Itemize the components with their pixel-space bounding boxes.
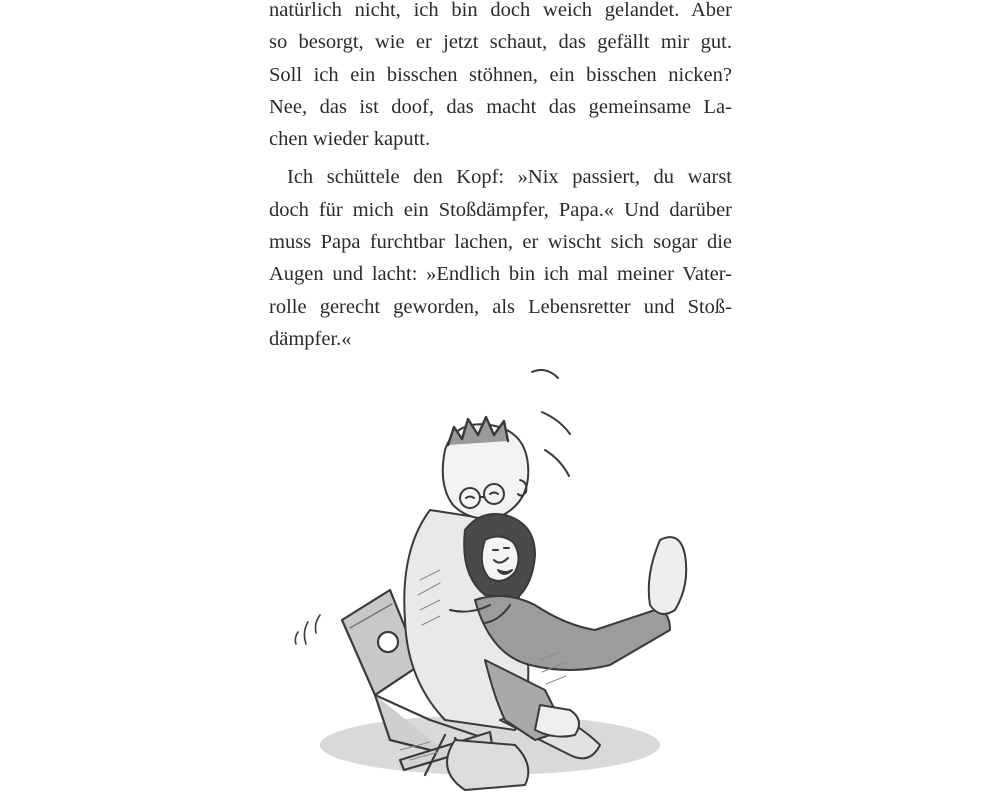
motion-line [542,412,570,434]
book-text [269,0,732,355]
paragraph-2 [269,161,732,355]
motion-line [304,622,308,644]
motion-line [316,615,321,633]
text-line: so besorgt, wie er jetzt schaut, das gefällt mir gut. [269,31,732,54]
motion-line [545,450,569,476]
father-and-daughter-fallen-chair-illustration [280,360,740,800]
paragraph-1 [269,0,732,155]
text-line: rolle gerecht geworden, als Lebensretter und Stoß- [269,295,732,318]
text-line: Ich schüttele den Kopf: »Nix passiert, du warst [287,166,732,189]
sketch-drawing [280,360,740,800]
text-line: muss Papa furchtbar lachen, er wischt sich sogar die [269,231,732,254]
text-line: chen wieder kaputt. [269,128,431,151]
text-line: natürlich nicht, ich bin doch weich gelandet. Aber [269,0,732,21]
text-line: Augen und lacht: »Endlich bin ich mal meiner Vater- [269,263,732,286]
text-line: Soll ich ein bisschen stöhnen, ein bisschen nicken? [269,63,732,86]
motion-line [532,370,558,378]
text-line: Nee, das ist doof, das macht das gemeinsame La- [269,95,732,118]
text-line: dämpfer.« [269,327,352,350]
motion-line [295,632,298,644]
text-line: doch für mich ein Stoßdämpfer, Papa.« Und darüber [269,198,732,221]
